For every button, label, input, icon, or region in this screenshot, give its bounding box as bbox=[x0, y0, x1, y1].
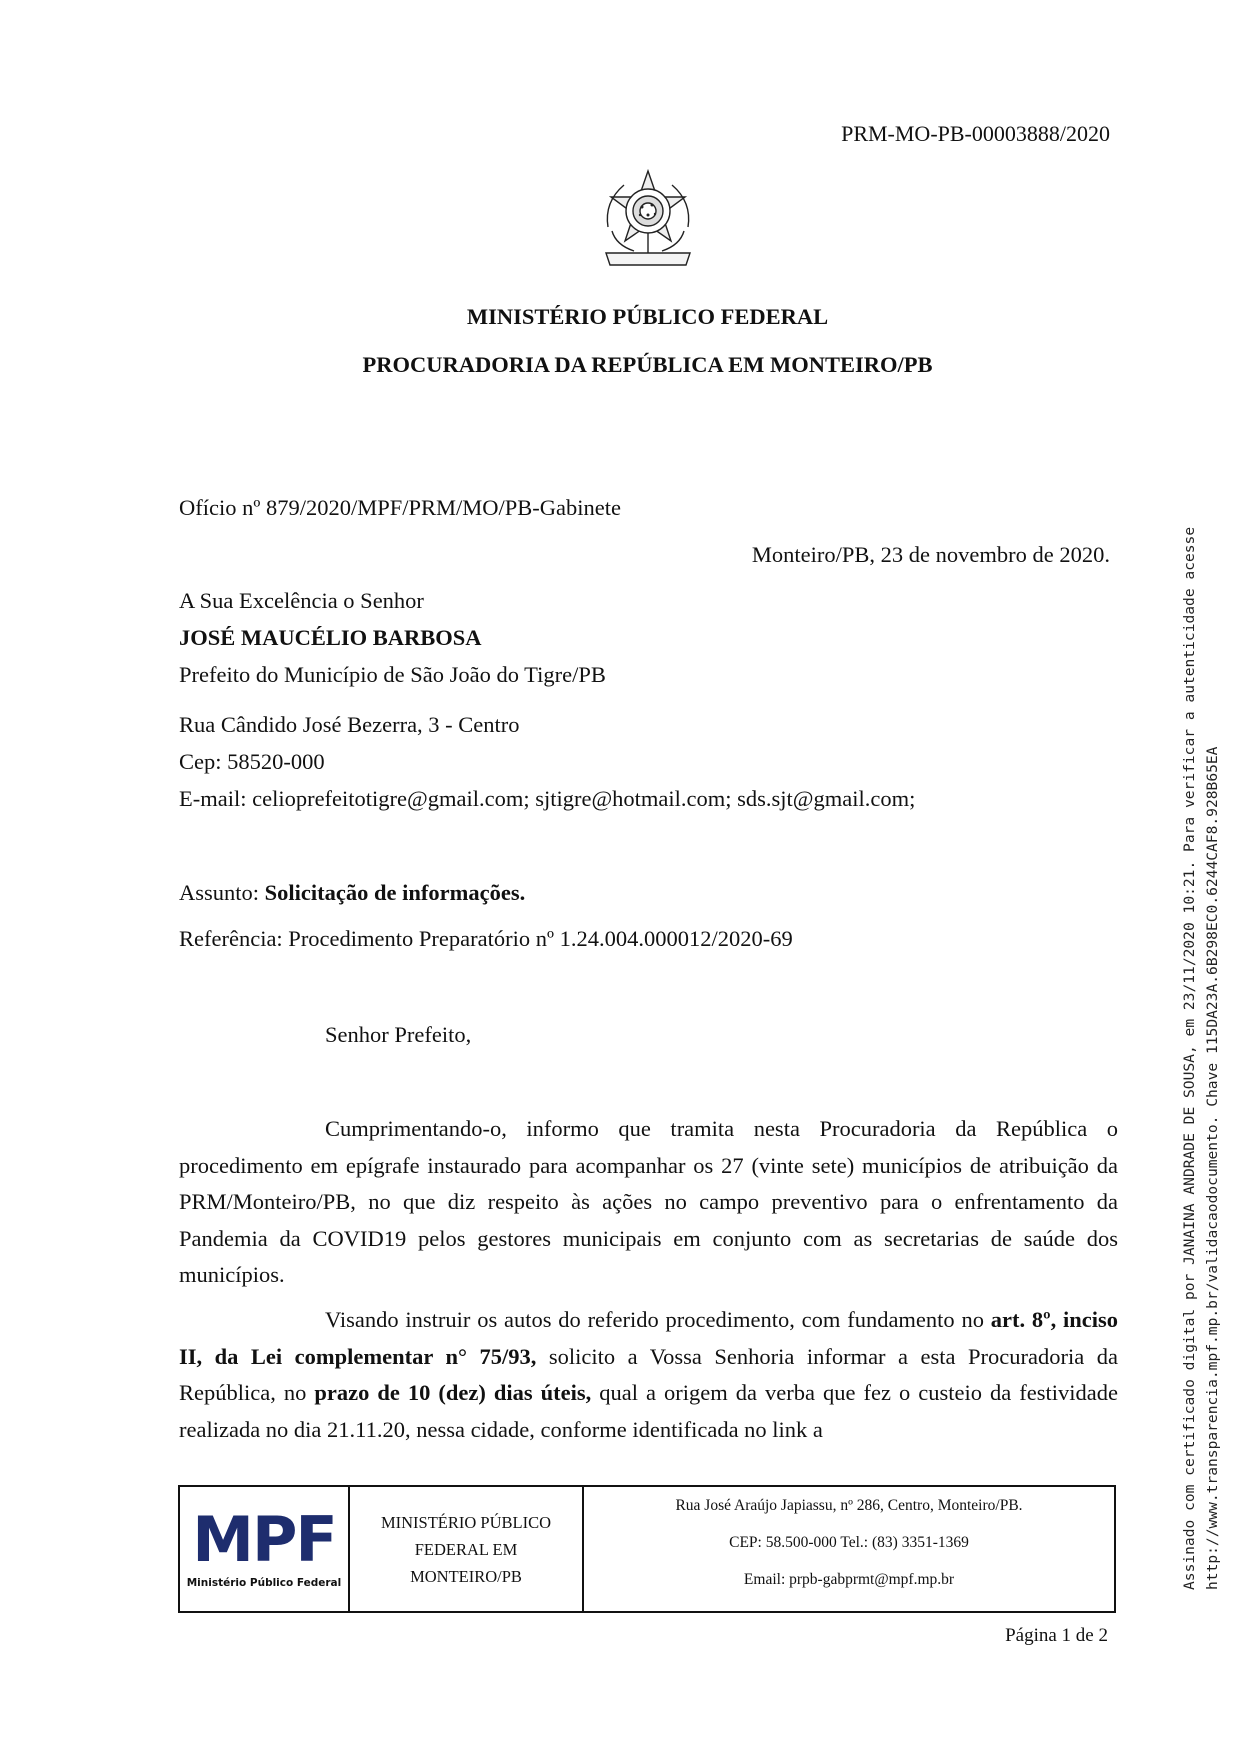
subject-value: Solicitação de informações. bbox=[264, 880, 526, 905]
salutation: Senhor Prefeito, bbox=[325, 1022, 472, 1047]
recipient-cep: Cep: 58520-000 bbox=[179, 749, 325, 774]
recipient-email: E-mail: celioprefeitotigre@gmail.com; sjtigre@hotmail.com; sds.sjt@gmail.com; bbox=[179, 786, 916, 811]
page-number: Página 1 de 2 bbox=[1005, 1625, 1108, 1646]
oficio-number: Ofício nº 879/2020/MPF/PRM/MO/PB-Gabinete bbox=[179, 495, 622, 520]
footer-cep-tel: CEP: 58.500-000 Tel.: (83) 3351-1369 bbox=[729, 1534, 969, 1551]
document-number: PRM-MO-PB-00003888/2020 bbox=[841, 121, 1110, 146]
document-date: Monteiro/PB, 23 de novembro de 2020. bbox=[751, 542, 1110, 567]
footer-contact bbox=[584, 1487, 1114, 1611]
p2-deadline: prazo de 10 (dez) dias úteis, bbox=[314, 1380, 592, 1405]
p2-text-3: qual a origem da verba que fez o custeio da festividade realizada no dia 21.11.20, nessa cidade, conforme identificada no link a bbox=[179, 1380, 1118, 1442]
header-line-ministerio: MINISTÉRIO PÚBLICO FEDERAL bbox=[466, 304, 829, 329]
p2-text-2: solicito a Vossa Senhoria informar a esta Procuradoria da República, no bbox=[179, 1343, 1118, 1405]
body-paragraph-2 bbox=[179, 1302, 1118, 1448]
p2-text-1: Visando instruir os autos do referido procedimento, com fundamento no bbox=[325, 1307, 991, 1332]
footer-email: Email: prpb-gabprmt@mpf.mp.br bbox=[743, 1571, 955, 1588]
recipient-address: Rua Cândido José Bezerra, 3 - Centro bbox=[179, 712, 520, 737]
recipient-salutation: A Sua Excelência o Senhor bbox=[179, 588, 424, 613]
subject-line bbox=[179, 882, 525, 905]
mpf-logo-subtitle: Ministério Público Federal bbox=[186, 1577, 342, 1589]
footer-org-name: MINISTÉRIO PÚBLICO FEDERAL EM MONTEIRO/PB bbox=[350, 1487, 584, 1611]
recipient-name: JOSÉ MAUCÉLIO BARBOSA bbox=[179, 625, 482, 650]
p2-legal-basis: art. 8º, inciso II, da Lei complementar n° 75/93, bbox=[179, 1307, 1118, 1369]
header-line-procuradoria: PROCURADORIA DA REPÚBLICA EM MONTEIRO/PB bbox=[362, 352, 933, 377]
recipient-block bbox=[179, 590, 915, 825]
digital-signature-stamp bbox=[1178, 340, 1234, 1590]
subject-label: Assunto: bbox=[179, 880, 265, 905]
reference-line: Referência: Procedimento Preparatório nº 1.24.004.000012/2020-69 bbox=[179, 926, 793, 951]
coat-of-arms-icon bbox=[594, 167, 702, 279]
signature-line-1: Assinado com certificado digital por JANAINA ANDRADE DE SOUSA, em 23/11/2020 10:21. Para verificar a autenticidade acesse bbox=[1181, 526, 1198, 1590]
recipient-title: Prefeito do Município de São João do Tigre/PB bbox=[179, 662, 606, 687]
mpf-logo bbox=[180, 1487, 350, 1611]
body-paragraph-1: Cumprimentando-o, informo que tramita nesta Procuradoria da República o procedimento em epígrafe instaurado para acompanhar os 27 (vinte sete) municípios de atribuição da PRM/Monteiro/PB, no que diz respeito às ações no campo preventivo para o enfrentamento da Pandemia da COVID19 pelos gestores municipais em conjunto com as secretarias de saúde dos municípios. bbox=[179, 1116, 1118, 1287]
mpf-logo-text: MPF bbox=[192, 1503, 336, 1576]
footer-box bbox=[178, 1485, 1116, 1613]
footer-address: Rua José Araújo Japiassu, nº 286, Centro, Monteiro/PB. bbox=[675, 1497, 1023, 1514]
signature-line-2: http://www.transparencia.mpf.mp.br/validacaodocumento. Chave 115DA23A.6B298EC0.6244CAF8.928B65EA bbox=[1204, 746, 1221, 1590]
